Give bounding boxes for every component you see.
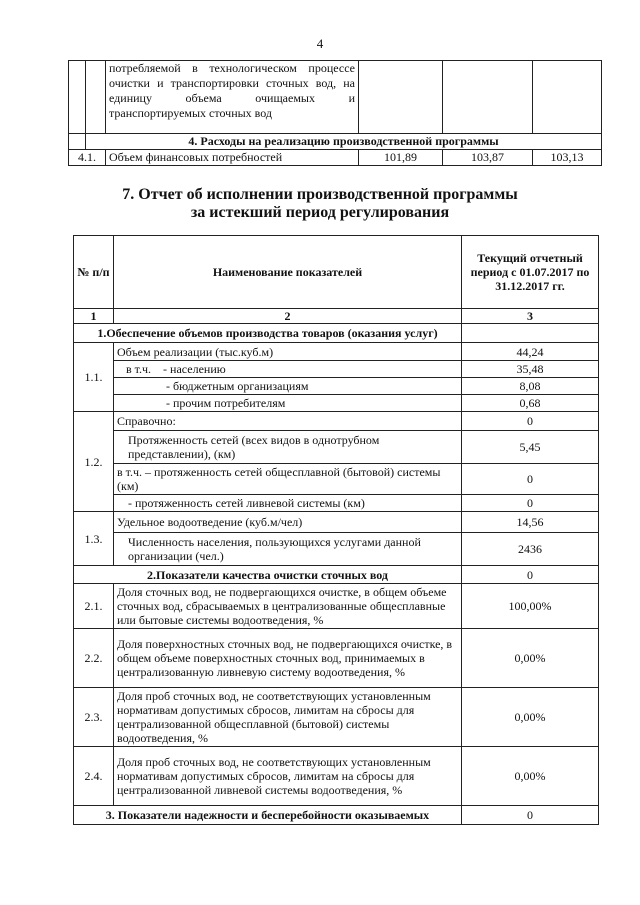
table-row — [74, 688, 599, 747]
table-row — [74, 584, 599, 629]
value-cell: 8,08 — [462, 378, 599, 395]
section-1-title: 1.Обеспечение объемов производства товаров (оказания услуг) — [74, 324, 462, 343]
col-number: 1 — [74, 309, 114, 324]
col-number: 2 — [114, 309, 462, 324]
value-cell: 5,45 — [462, 431, 599, 464]
table-row — [74, 431, 599, 464]
value-cell: 0 — [462, 464, 599, 495]
continuation-table — [68, 60, 602, 166]
value-cell: 0,68 — [462, 395, 599, 412]
value-cell: 0 — [462, 412, 599, 431]
value-cell: 0,00% — [462, 688, 599, 747]
table-row — [74, 512, 599, 533]
value-cell: 35,48 — [462, 361, 599, 378]
table-row — [74, 533, 599, 566]
row-number: 1.2. — [74, 412, 114, 512]
section-row — [69, 134, 602, 150]
row-number: 2.4. — [74, 747, 114, 806]
section-row-3 — [74, 806, 599, 825]
row-number: 2.1. — [74, 584, 114, 629]
header-name: Наименование показателей — [114, 236, 462, 309]
value-cell: 0 — [462, 566, 599, 584]
value-cell: 103,87 — [443, 150, 533, 166]
value-cell: 44,24 — [462, 343, 599, 361]
value-cell: 0 — [462, 806, 599, 825]
row-name: Доля проб сточных вод, не соответствующих установленным нормативам допустимых сбросов, лимитам на сбросы для централизованной общесплавной (бытовой) системы водоотведения, % — [114, 688, 462, 747]
row-name: Справочно: — [114, 412, 462, 431]
page-number: 4 — [316, 36, 324, 51]
row-name: Объем финансовых потребностей — [106, 150, 359, 166]
row-name: в т.ч. – протяженность сетей общесплавной (бытовой) системы (км) — [114, 464, 462, 495]
section-row-2 — [74, 566, 599, 584]
value-cell: 0 — [462, 495, 599, 512]
row-name: Доля проб сточных вод, не соответствующих установленным нормативам допустимых сбросов, лимитам на сбросы для централизованной ливневой системы водоотведения, % — [114, 747, 462, 806]
row-number: 1.1. — [74, 343, 114, 412]
row-name: - протяженность сетей ливневой системы (км) — [114, 495, 462, 512]
column-numbers-row — [74, 309, 599, 324]
row-name: Численность населения, пользующихся услугами данной организации (чел.) — [114, 533, 462, 566]
table-row — [74, 464, 599, 495]
row-name: Протяженность сетей (всех видов в однотрубном представлении), (км) — [114, 431, 462, 464]
row-number: 1.3. — [74, 512, 114, 566]
value-cell: 14,56 — [462, 512, 599, 533]
table-row — [74, 629, 599, 688]
section-title-4: 4. Расходы на реализацию производственной программы — [86, 134, 602, 150]
table-row — [74, 395, 599, 412]
row-name: Доля сточных вод, не подвергающихся очистке, в общем объеме сточных вод, сбрасываемых в централизованные общесплавные или бытовые системы водоотведения, % — [114, 584, 462, 629]
section-2-title: 2.Показатели качества очистки сточных вод — [74, 566, 462, 584]
row-number: 2.3. — [74, 688, 114, 747]
table-row-4-1 — [69, 150, 602, 166]
report-table — [73, 235, 599, 825]
row-text: потребляемой в технологическом процессе очистки и транспортировки сточных вод, на единицу объема очищаемых и транспортируемых сточных вод — [106, 61, 359, 134]
row-name: Удельное водоотведение (куб.м/чел) — [114, 512, 462, 533]
table-row — [74, 378, 599, 395]
col-number: 3 — [462, 309, 599, 324]
header-num: № п/п — [74, 236, 114, 309]
title-line-2: за истекший период регулирования — [190, 204, 450, 221]
value-cell: 100,00% — [462, 584, 599, 629]
section-row-1 — [74, 324, 599, 343]
table-row — [74, 361, 599, 378]
value-cell: 2436 — [462, 533, 599, 566]
value-cell: 0,00% — [462, 747, 599, 806]
row-name: Объем реализации (тыс.куб.м) — [114, 343, 462, 361]
table-row — [74, 747, 599, 806]
row-name: Доля поверхностных сточных вод, не подвергающихся очистке, в общем объеме поверхностных сточных вод, принимаемых в централизованную ливневую систему водоотведения, % — [114, 629, 462, 688]
section-3-title: 3. Показатели надежности и бесперебойности оказываемых — [74, 806, 462, 825]
section-title — [0, 186, 640, 222]
table-row — [74, 343, 599, 361]
row-name: - прочим потребителям — [114, 395, 462, 412]
value-cell: 103,13 — [533, 150, 602, 166]
title-line-1: 7. Отчет об исполнении производственной программы — [122, 186, 518, 203]
table-row — [74, 495, 599, 512]
table-row — [74, 412, 599, 431]
row-name: в т.ч. - населению — [114, 361, 462, 378]
value-cell: 0,00% — [462, 629, 599, 688]
row-number: 2.2. — [74, 629, 114, 688]
table-row — [69, 61, 602, 134]
header-row — [74, 236, 599, 309]
row-number: 4.1. — [69, 150, 106, 166]
row-name: - бюджетным организациям — [114, 378, 462, 395]
header-period: Текущий отчетный период с 01.07.2017 по 31.12.2017 гг. — [462, 236, 599, 309]
value-cell: 101,89 — [359, 150, 443, 166]
